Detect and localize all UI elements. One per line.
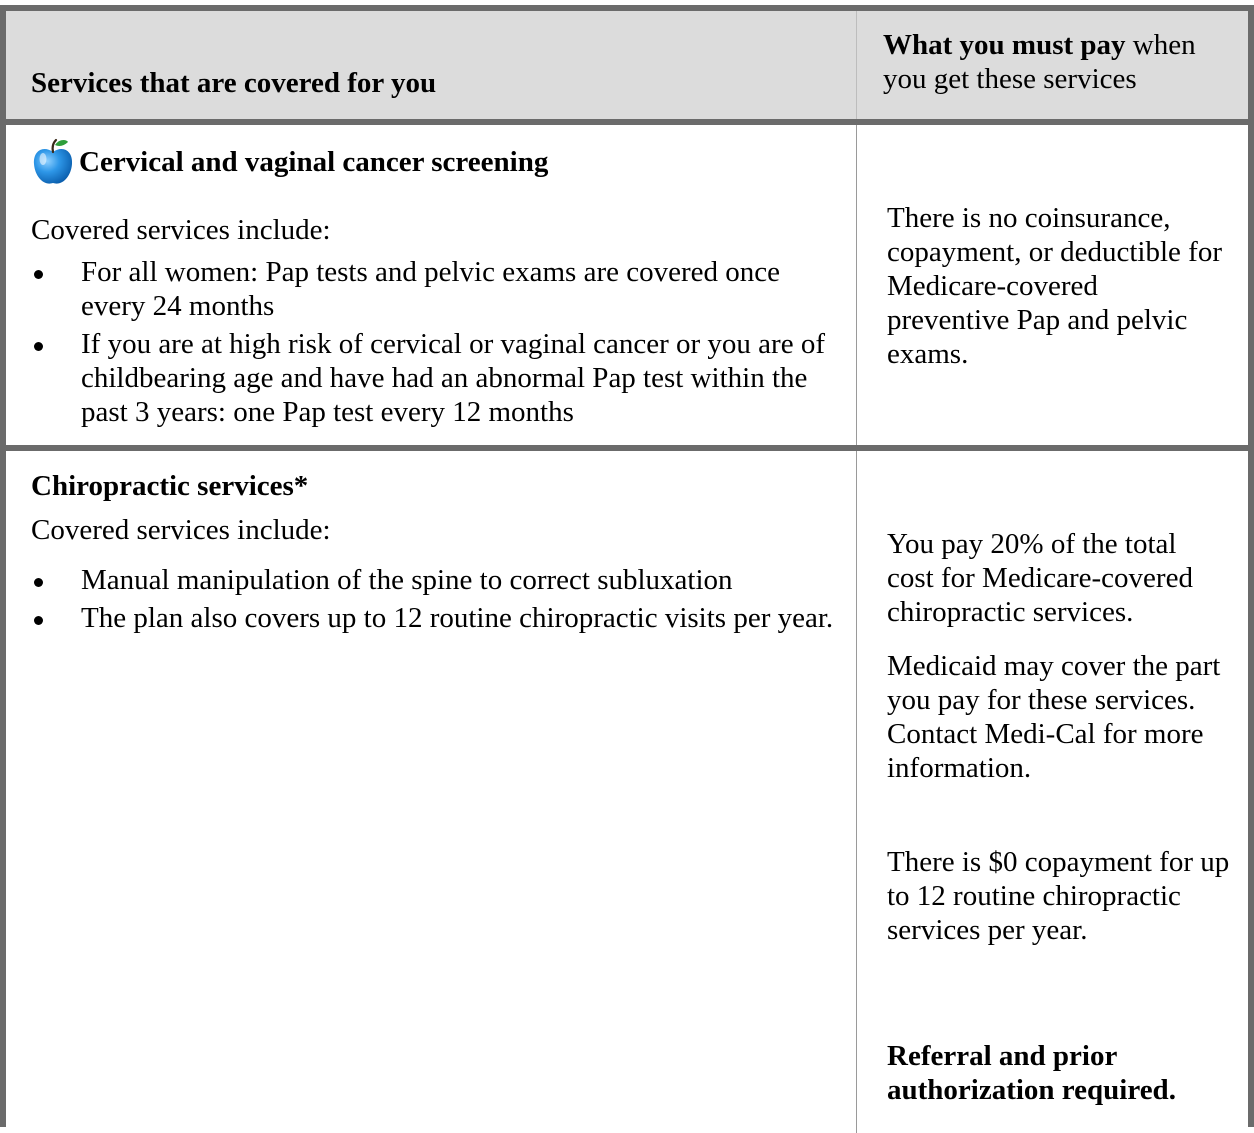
header-services-cell — [6, 11, 856, 119]
list-item — [31, 563, 851, 597]
header-pay-label — [883, 28, 1243, 96]
service-cell — [6, 451, 856, 1133]
service-title-row — [31, 137, 548, 187]
pay-text: There is no coinsurance, copayment, or deductible for Medicare-covered preventive Pap and pelvic exams. — [887, 202, 1222, 370]
service-intro: Covered services include: — [31, 514, 331, 546]
list-item — [31, 601, 851, 635]
bullet-icon — [34, 578, 43, 587]
header-pay-cell — [856, 11, 1248, 119]
list-item-text: For all women: Pap tests and pelvic exams are covered once every 24 months — [81, 256, 780, 322]
service-bullet-list — [31, 255, 851, 433]
pay-text: You pay 20% of the total cost for Medicare-covered chiropractic services. — [887, 528, 1193, 628]
pay-text: There is $0 copayment for up to 12 routine chiropractic services per year. — [887, 846, 1230, 946]
bullet-icon — [34, 616, 43, 625]
header-services-label: Services that are covered for you — [31, 67, 437, 99]
header-pay-label-rest: when you get these services — [883, 29, 1196, 95]
bullet-icon — [34, 270, 43, 279]
pay-text: Medicaid may cover the part you pay for these services. Contact Medi-Cal for more information. — [887, 650, 1221, 784]
list-item — [31, 327, 851, 429]
list-item-text: If you are at high risk of cervical or vaginal cancer or you are of childbearing age and have had an abnormal Pap test within the past 3 years: one Pap test every 12 months — [81, 328, 825, 428]
list-item-text: Manual manipulation of the spine to correct subluxation — [81, 564, 733, 596]
pay-cell — [856, 451, 1248, 1133]
apple-icon — [31, 137, 75, 187]
table-row-chiropractic — [6, 451, 1248, 1133]
benefits-table — [0, 5, 1254, 1127]
list-item — [31, 255, 851, 323]
table-row-cervical-screening — [6, 125, 1248, 451]
pay-cell — [856, 125, 1248, 445]
list-item-text: The plan also covers up to 12 routine chiropractic visits per year. — [81, 602, 834, 634]
service-cell — [6, 125, 856, 445]
service-title: Cervical and vaginal cancer screening — [79, 146, 549, 178]
header-pay-label-bold: What you must pay — [883, 29, 1126, 61]
service-intro: Covered services include: — [31, 214, 331, 246]
table-header — [6, 11, 1248, 125]
bullet-icon — [34, 342, 43, 351]
pay-note: Referral and prior authorization required. — [887, 1040, 1176, 1106]
service-title: Chiropractic services* — [31, 470, 309, 502]
service-bullet-list — [31, 563, 851, 639]
